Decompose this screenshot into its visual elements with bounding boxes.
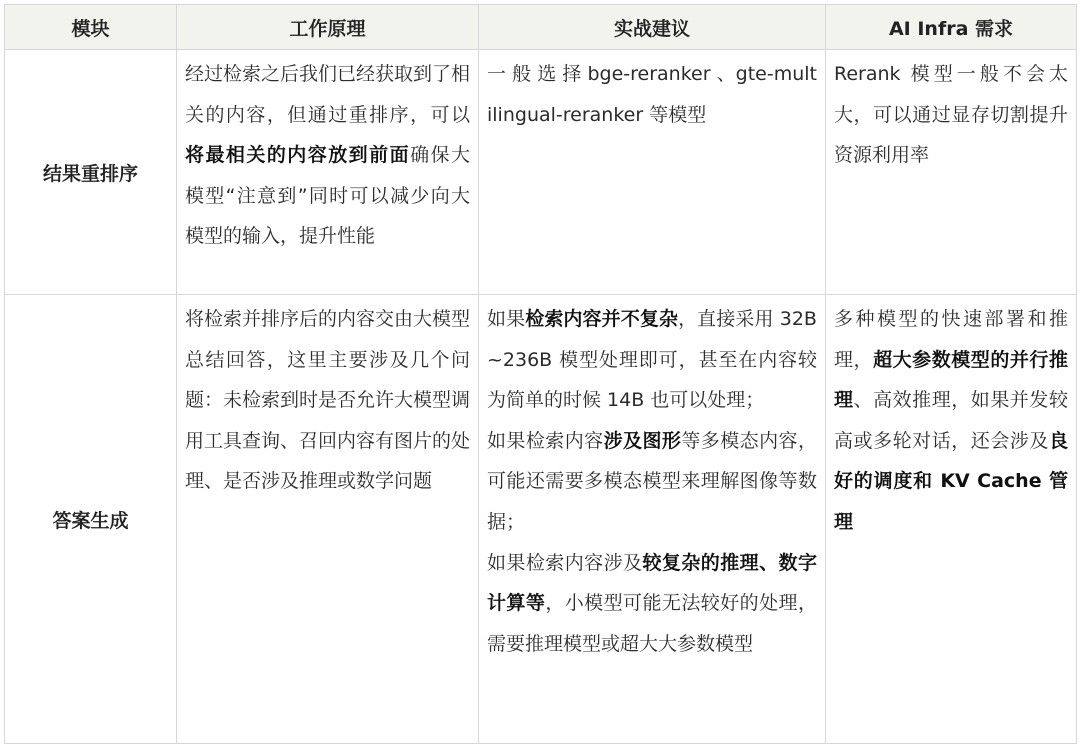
cell-text-run: 经过检索之后我们已经获取到了相关的内容，但通过重排序，可以: [185, 63, 471, 126]
header-infra: AI Infra 需求: [826, 5, 1077, 50]
cell-paragraph: [487, 54, 817, 135]
cell-text-run: ，小模型可能无法较好的处理，需要推理模型或超大大参数模型: [487, 592, 817, 655]
cell-text-run: 确保大模型“注意到”同时可以减少向大模型的输入，提升性能: [185, 144, 470, 248]
cell-text-run: 一 般 选 择 bge-reranker 、gte-multilingual-reranker 等模型: [487, 63, 817, 126]
infra-cell: [826, 50, 1077, 295]
table-row: [5, 295, 1077, 744]
infra-cell: [826, 295, 1077, 744]
cell-text-run: 如果检索内容: [487, 429, 604, 452]
cell-paragraph: [487, 543, 817, 665]
header-module: 模块: [5, 5, 177, 50]
emphasis-text: 较复杂的推理、数字计算等: [487, 551, 817, 615]
emphasis-text: 检索内容并不复杂: [525, 308, 679, 330]
principle-cell: [177, 295, 479, 744]
cell-paragraph: [487, 299, 817, 421]
cell-text-run: 如果: [487, 308, 526, 330]
cell-text-run: 多种模型的快速部署和推理，: [834, 308, 1068, 371]
advice-cell: [479, 50, 826, 295]
comparison-table: [4, 4, 1077, 744]
table-row: [5, 50, 1077, 295]
module-cell: 答案生成: [5, 295, 177, 744]
emphasis-text: 良好的调度和 KV Cache 管理: [834, 429, 1068, 533]
cell-text-run: ，直接采用 32B~236B 模型处理即可，甚至在内容较为简单的时候 14B 也可以处理；: [487, 308, 817, 412]
module-cell: 结果重排序: [5, 50, 177, 295]
emphasis-text: 涉及图形: [603, 429, 682, 452]
advice-cell: [479, 295, 826, 744]
cell-text-run: 如果检索内容涉及: [487, 551, 643, 574]
cell-text-run: 将检索并排序后的内容交由大模型总结回答，这里主要涉及几个问题：未检索到时是否允许大模型调用工具查询、召回内容有图片的处理、是否涉及推理或数学问题: [185, 308, 471, 493]
header-principle: 工作原理: [177, 5, 479, 50]
cell-text-run: 、高效推理，如果并发较高或多轮对话，还会涉及: [834, 389, 1068, 452]
principle-cell: [177, 50, 479, 295]
header-advice: 实战建议: [479, 5, 826, 50]
emphasis-text: 将最相关的内容放到前面: [185, 144, 411, 167]
cell-text-run: 等多模态内容，可能还需要多模态模型来理解图像等数据；: [487, 429, 817, 533]
table-header-row: [5, 5, 1077, 50]
cell-text-run: Rerank 模型一般不会太大，可以通过显存切割提升资源利用率: [834, 63, 1068, 167]
emphasis-text: 超大参数模型的并行推理: [834, 348, 1068, 412]
cell-paragraph: [487, 421, 817, 543]
